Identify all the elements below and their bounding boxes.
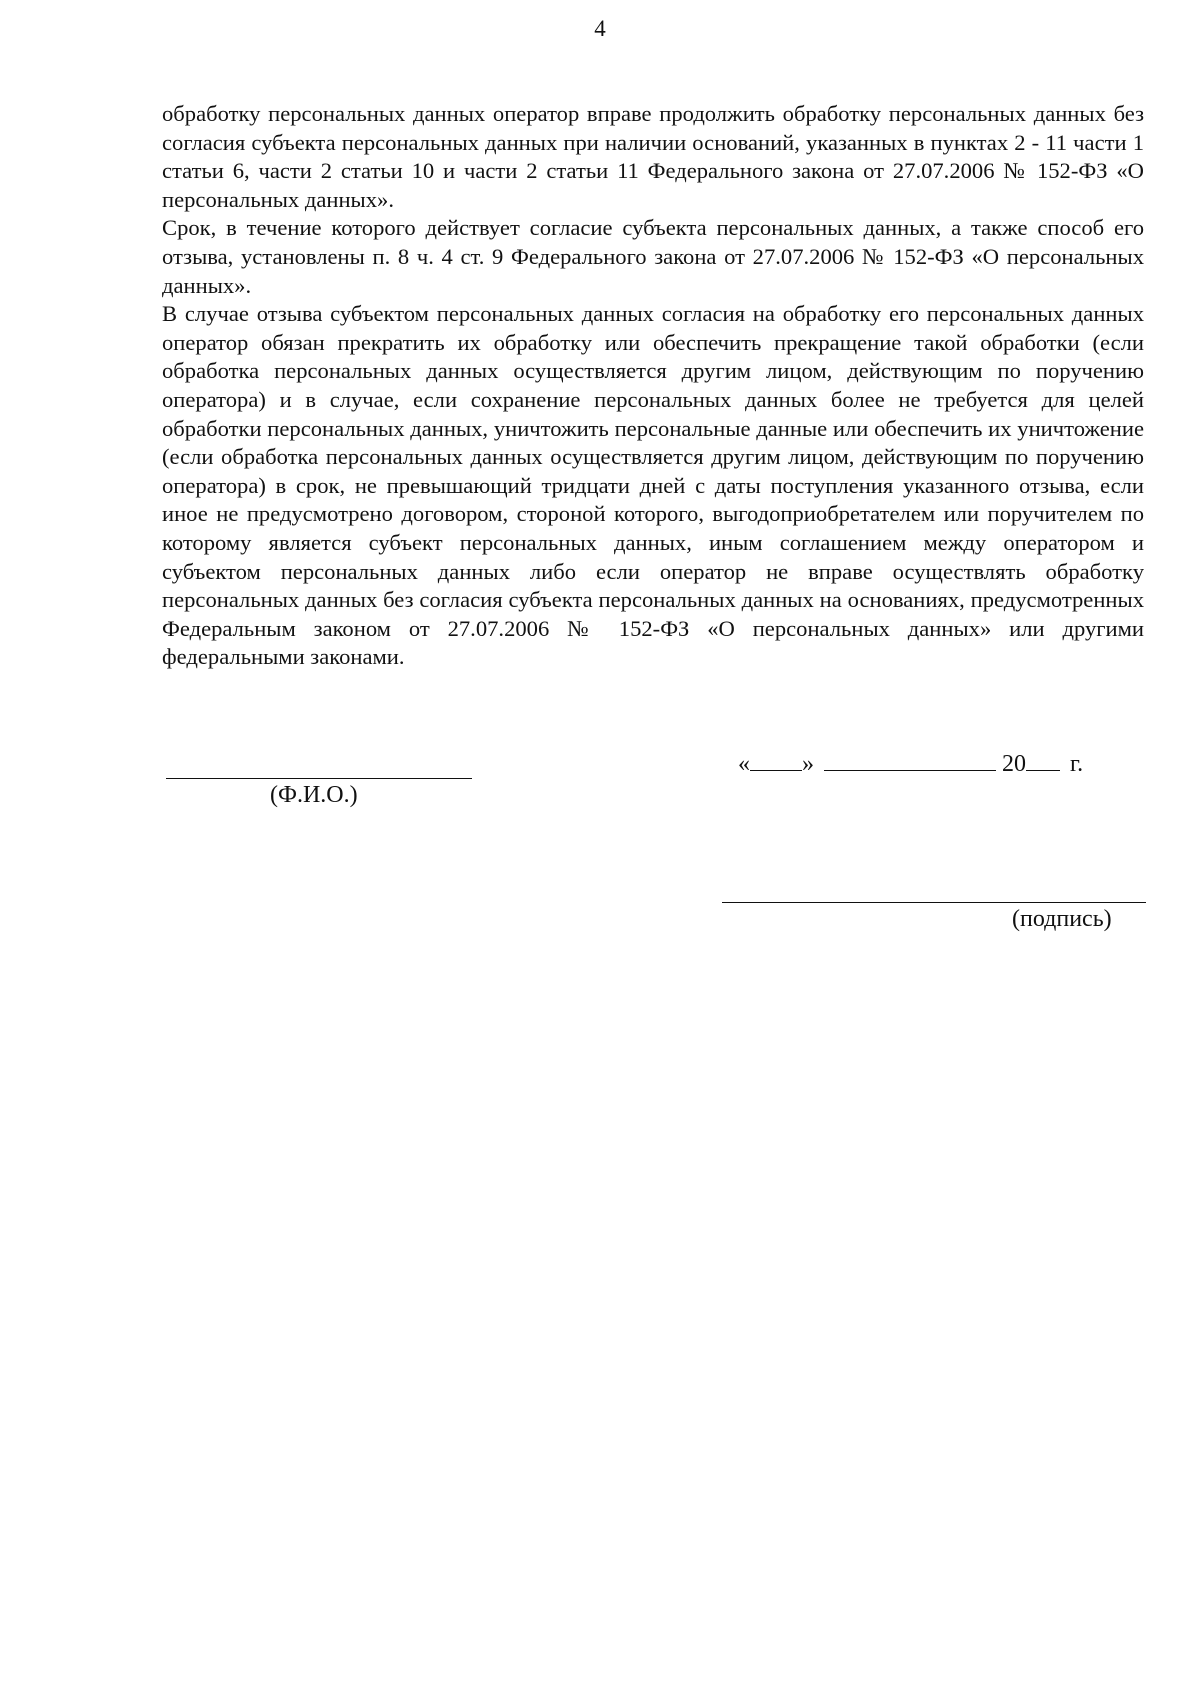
date-field <box>738 748 1083 778</box>
year-suffix: г. <box>1070 751 1084 777</box>
signature-label: (подпись) <box>1012 906 1112 932</box>
fio-blank-line <box>166 778 472 779</box>
paragraph-consent-revocation: В случае отзыва субъектом персональных данных согласия на обработку его персональных данных оператор обязан прекратить их обработку или обеспечить прекращение такой обработки (если обработка персональных данных осуществляется другим лицом, действующим по поручению оператора) и в случае, если сохранение персональных данных более не требуется для целей обработки персональных данных, уничтожить персональные данные или обеспечить их уничтожение (если обработка персональных данных осуществляется другим лицом, действующим по поручению оператора) в срок, не превышающий тридцати дней с даты поступления указанного отзыва, если иное не предусмотрено договором, стороной которого, выгодоприобретателем или поручителем по которому является субъект персональных данных, иным соглашением между оператором и субъектом персональных данных либо если оператор не вправе осуществлять обработку персональных данных без согласия субъекта персональных данных на основаниях, предусмотренных Федеральным законом от 27.07.2006 № 152-ФЗ «О персональных данных» или другими федеральными законами. <box>162 301 1144 670</box>
month-blank <box>824 748 996 771</box>
day-blank <box>750 748 802 771</box>
date-open-quote: « <box>738 751 750 777</box>
page-number: 4 <box>594 16 606 41</box>
paragraph-continuation: обработку персональных данных оператор вправе продолжить обработку персональных данных без согласия субъекта персональных данных при наличии оснований, указанных в пунктах 2 - 11 части 1 статьи 6, части 2 статьи 10 и части 2 статьи 11 Федерального закона от 27.07.2006 № 152-ФЗ «О персональных данных». <box>162 101 1144 212</box>
signature-blank-line <box>722 902 1146 903</box>
date-close-quote: » <box>802 751 814 777</box>
fio-label: (Ф.И.О.) <box>270 782 358 808</box>
document-body <box>162 100 1144 672</box>
year-prefix: 20 <box>1002 751 1026 777</box>
year-blank <box>1026 748 1060 771</box>
paragraph-consent-term: Срок, в течение которого действует согласие субъекта персональных данных, а также способ его отзыва, установлены п. 8 ч. 4 ст. 9 Федерального закона от 27.07.2006 № 152-ФЗ «О персональных данных». <box>162 215 1144 298</box>
